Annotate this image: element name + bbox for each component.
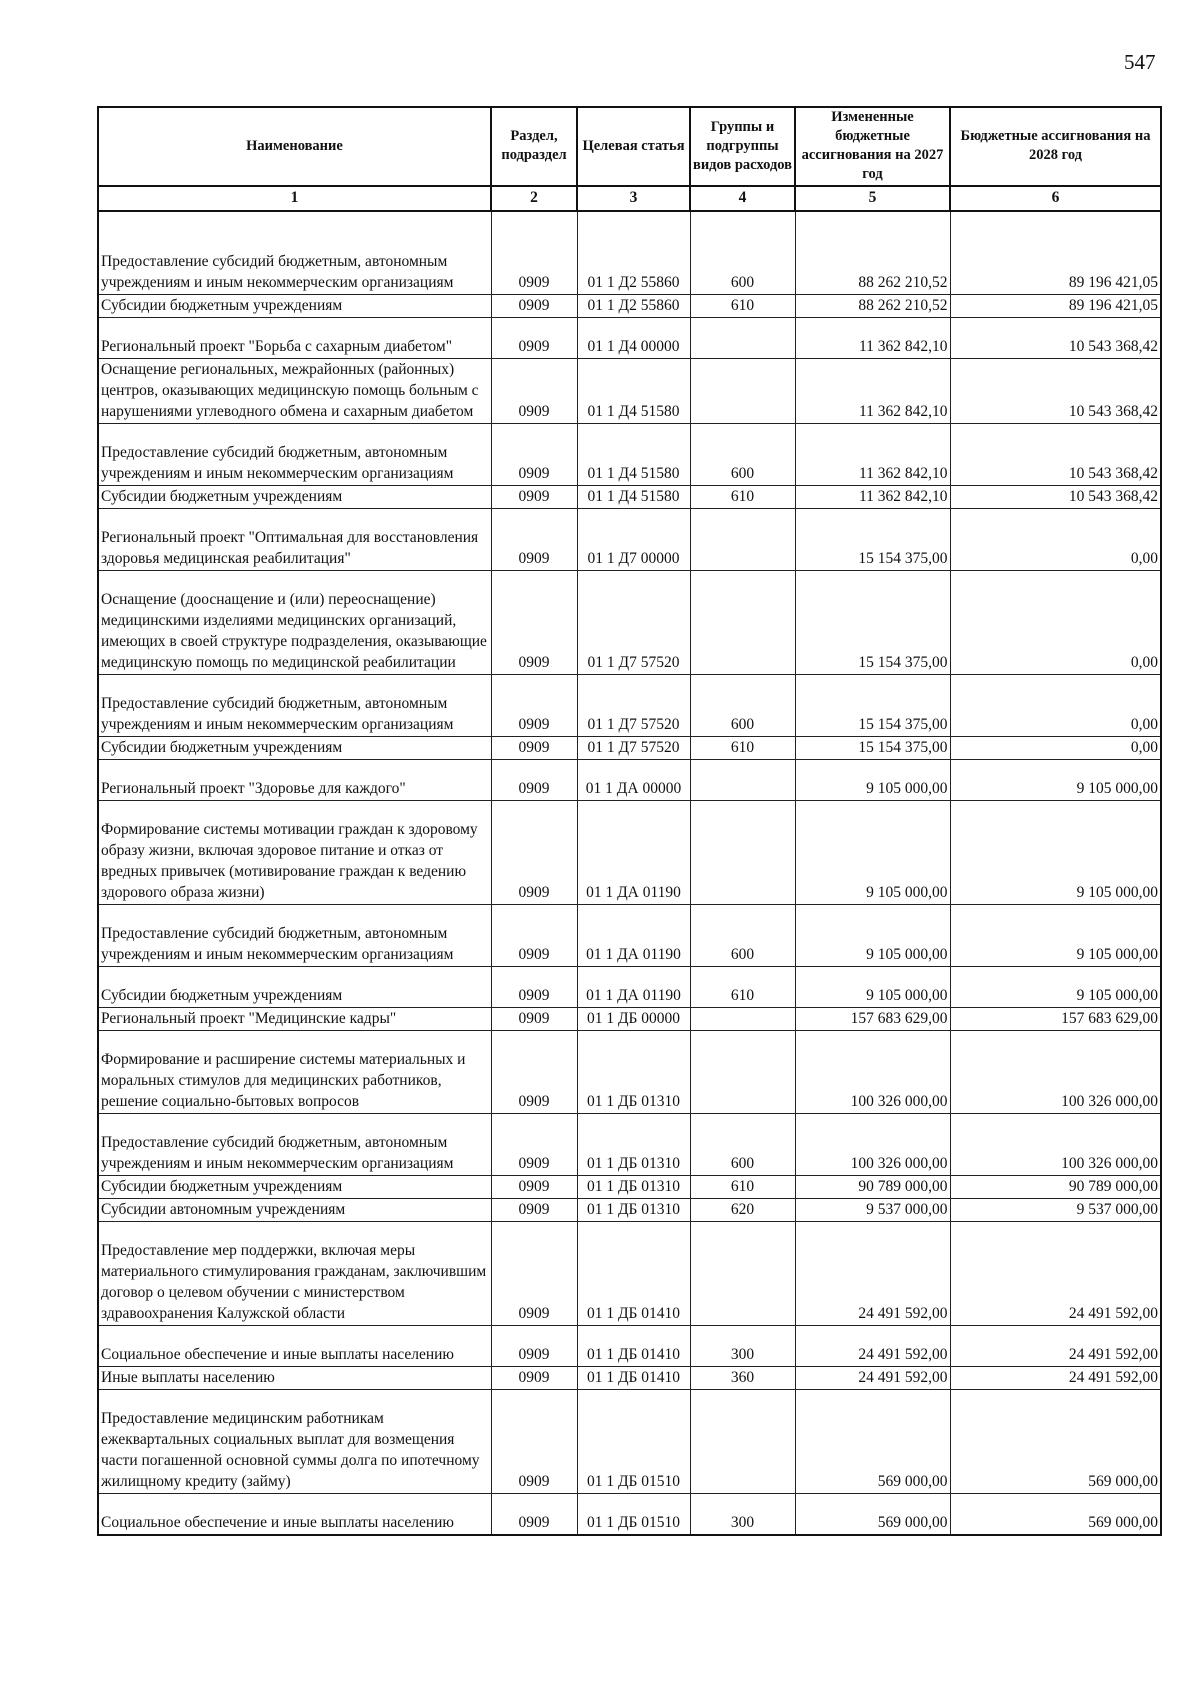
row-sum-2027: 569 000,00 [795,1494,950,1536]
row-target: 01 1 ДБ 00000 [577,1008,690,1031]
row-sum-2028: 10 543 368,42 [950,486,1161,509]
row-section: 0909 [491,318,577,359]
row-sum-2028: 90 789 000,00 [950,1176,1161,1199]
row-name: Региональный проект "Здоровье для каждого" [98,760,491,801]
row-group [690,571,795,675]
table-row [98,737,1161,760]
row-sum-2028: 0,00 [950,509,1161,571]
row-target: 01 1 Д4 51580 [577,486,690,509]
row-section: 0909 [491,571,577,675]
row-target: 01 1 ДА 00000 [577,760,690,801]
row-section: 0909 [491,1176,577,1199]
row-group [690,1031,795,1114]
row-target: 01 1 Д4 00000 [577,318,690,359]
page-number: 547 [1124,50,1156,74]
spacer-row [98,211,1161,239]
table-row [98,239,1161,295]
row-target: 01 1 ДБ 01310 [577,1031,690,1114]
row-name: Предоставление субсидий бюджетным, автономным учреждениям и иным некоммерческим организациям [98,239,491,295]
table-row [98,509,1161,571]
row-name: Предоставление субсидий бюджетным, автономным учреждениям и иным некоммерческим организациям [98,675,491,737]
table-row [98,1176,1161,1199]
row-target: 01 1 ДБ 01410 [577,1222,690,1326]
row-sum-2027: 24 491 592,00 [795,1367,950,1390]
row-group: 300 [690,1494,795,1536]
table-row [98,1494,1161,1536]
row-section: 0909 [491,1326,577,1367]
row-sum-2027: 9 105 000,00 [795,760,950,801]
row-sum-2027: 9 105 000,00 [795,967,950,1008]
table-row [98,760,1161,801]
row-name: Формирование и расширение системы материальных и моральных стимулов для медицинских работников, решение социально-бытовых вопросов [98,1031,491,1114]
row-sum-2028: 0,00 [950,571,1161,675]
row-target: 01 1 ДБ 01310 [577,1176,690,1199]
row-target: 01 1 ДБ 01410 [577,1367,690,1390]
row-sum-2027: 9 105 000,00 [795,905,950,967]
row-group [690,359,795,424]
row-group [690,760,795,801]
row-target: 01 1 Д7 57520 [577,737,690,760]
row-target: 01 1 Д7 00000 [577,509,690,571]
row-sum-2027: 11 362 842,10 [795,359,950,424]
row-name: Формирование системы мотивации граждан к здоровому образу жизни, включая здоровое питание и отказ от вредных привычек (мотивирование граждан к ведению здорового образа жизни) [98,801,491,905]
row-target: 01 1 ДБ 01510 [577,1390,690,1494]
table-row [98,1326,1161,1367]
row-name: Субсидии бюджетным учреждениям [98,486,491,509]
row-sum-2027: 569 000,00 [795,1390,950,1494]
row-sum-2028: 9 105 000,00 [950,801,1161,905]
row-name: Социальное обеспечение и иные выплаты населению [98,1326,491,1367]
table-row [98,967,1161,1008]
row-sum-2027: 11 362 842,10 [795,318,950,359]
row-sum-2027: 88 262 210,52 [795,239,950,295]
row-target: 01 1 Д7 57520 [577,571,690,675]
row-name: Оснащение (дооснащение и (или) переоснащение) медицинскими изделиями медицинских организаций, имеющих в своей структуре подразделения, оказывающие медицинскую помощь по медицинской реабилитации [98,571,491,675]
row-sum-2027: 157 683 629,00 [795,1008,950,1031]
row-section: 0909 [491,737,577,760]
column-number: 3 [577,186,690,211]
row-sum-2027: 9 105 000,00 [795,801,950,905]
row-sum-2028: 9 105 000,00 [950,905,1161,967]
row-sum-2027: 15 154 375,00 [795,737,950,760]
header-section: Раздел, подраздел [491,107,577,186]
row-section: 0909 [491,1367,577,1390]
table-row [98,675,1161,737]
row-group: 600 [690,905,795,967]
row-section: 0909 [491,675,577,737]
row-name: Иные выплаты населению [98,1367,491,1390]
row-sum-2027: 11 362 842,10 [795,424,950,486]
row-target: 01 1 Д4 51580 [577,359,690,424]
row-name: Региональный проект "Борьба с сахарным диабетом" [98,318,491,359]
row-section: 0909 [491,967,577,1008]
row-target: 01 1 ДА 01190 [577,905,690,967]
row-group: 300 [690,1326,795,1367]
row-section: 0909 [491,801,577,905]
row-section: 0909 [491,760,577,801]
row-name: Субсидии бюджетным учреждениям [98,295,491,318]
header-target: Целевая статья [577,107,690,186]
row-group: 620 [690,1199,795,1222]
header-2027: Измененные бюджетные ассигнования на 2027 год [795,107,950,186]
row-section: 0909 [491,1199,577,1222]
row-section: 0909 [491,486,577,509]
row-section: 0909 [491,359,577,424]
row-sum-2027: 15 154 375,00 [795,571,950,675]
table-row [98,1008,1161,1031]
row-sum-2028: 100 326 000,00 [950,1114,1161,1176]
row-group: 610 [690,486,795,509]
row-sum-2028: 100 326 000,00 [950,1031,1161,1114]
row-group: 610 [690,295,795,318]
row-sum-2028: 24 491 592,00 [950,1367,1161,1390]
row-target: 01 1 Д4 51580 [577,424,690,486]
row-section: 0909 [491,295,577,318]
table-row [98,801,1161,905]
row-name: Субсидии бюджетным учреждениям [98,737,491,760]
row-section: 0909 [491,1114,577,1176]
row-sum-2027: 11 362 842,10 [795,486,950,509]
row-sum-2028: 569 000,00 [950,1390,1161,1494]
header-name: Наименование [98,107,491,186]
row-name: Субсидии бюджетным учреждениям [98,1176,491,1199]
row-name: Оснащение региональных, межрайонных (районных) центров, оказывающих медицинскую помощь больным с нарушениями углеводного обмена и сахарным диабетом [98,359,491,424]
row-sum-2028: 10 543 368,42 [950,318,1161,359]
row-section: 0909 [491,239,577,295]
table-row [98,318,1161,359]
row-name: Социальное обеспечение и иные выплаты населению [98,1494,491,1536]
row-sum-2027: 100 326 000,00 [795,1114,950,1176]
row-target: 01 1 Д2 55860 [577,295,690,318]
row-sum-2027: 100 326 000,00 [795,1031,950,1114]
row-name: Региональный проект "Оптимальная для восстановления здоровья медицинская реабилитация" [98,509,491,571]
row-name: Предоставление субсидий бюджетным, автономным учреждениям и иным некоммерческим организациям [98,905,491,967]
row-sum-2027: 24 491 592,00 [795,1326,950,1367]
row-group [690,1008,795,1031]
row-group: 600 [690,1114,795,1176]
header-2028: Бюджетные ассигнования на 2028 год [950,107,1161,186]
row-name: Субсидии бюджетным учреждениям [98,967,491,1008]
table-row [98,905,1161,967]
budget-table [97,106,1162,1536]
row-group: 600 [690,239,795,295]
table-row [98,1031,1161,1114]
row-target: 01 1 ДБ 01310 [577,1114,690,1176]
row-sum-2027: 9 537 000,00 [795,1199,950,1222]
row-section: 0909 [491,1222,577,1326]
table-row [98,486,1161,509]
row-section: 0909 [491,424,577,486]
row-group: 610 [690,1176,795,1199]
row-name: Предоставление субсидий бюджетным, автономным учреждениям и иным некоммерческим организациям [98,424,491,486]
table-row [98,424,1161,486]
row-sum-2027: 88 262 210,52 [795,295,950,318]
row-group: 360 [690,1367,795,1390]
row-sum-2028: 24 491 592,00 [950,1222,1161,1326]
row-group: 600 [690,424,795,486]
row-sum-2028: 10 543 368,42 [950,424,1161,486]
row-group: 610 [690,967,795,1008]
row-group [690,509,795,571]
row-section: 0909 [491,1494,577,1536]
row-target: 01 1 ДА 01190 [577,801,690,905]
table-row [98,1390,1161,1494]
column-number: 2 [491,186,577,211]
header-row [98,107,1161,186]
row-name: Субсидии автономным учреждениям [98,1199,491,1222]
row-sum-2028: 0,00 [950,675,1161,737]
table-row [98,1367,1161,1390]
row-group: 600 [690,675,795,737]
row-sum-2028: 9 105 000,00 [950,760,1161,801]
table-row [98,1199,1161,1222]
row-name: Предоставление мер поддержки, включая меры материального стимулирования гражданам, заключившим договор о целевом обучении с министерством здравоохранения Калужской области [98,1222,491,1326]
row-section: 0909 [491,509,577,571]
table-row [98,571,1161,675]
row-sum-2028: 157 683 629,00 [950,1008,1161,1031]
header-group: Группы и подгруппы видов расходов [690,107,795,186]
row-sum-2027: 15 154 375,00 [795,675,950,737]
row-section: 0909 [491,1031,577,1114]
column-number: 4 [690,186,795,211]
row-sum-2028: 89 196 421,05 [950,295,1161,318]
row-sum-2028: 9 537 000,00 [950,1199,1161,1222]
row-group: 610 [690,737,795,760]
row-target: 01 1 ДБ 01510 [577,1494,690,1536]
row-name: Предоставление субсидий бюджетным, автономным учреждениям и иным некоммерческим организациям [98,1114,491,1176]
row-sum-2028: 10 543 368,42 [950,359,1161,424]
row-section: 0909 [491,1008,577,1031]
column-number: 1 [98,186,491,211]
row-target: 01 1 ДБ 01310 [577,1199,690,1222]
row-group [690,801,795,905]
table-body [98,211,1161,1535]
row-sum-2028: 89 196 421,05 [950,239,1161,295]
row-sum-2028: 9 105 000,00 [950,967,1161,1008]
table-row [98,1114,1161,1176]
row-group [690,1390,795,1494]
row-group [690,1222,795,1326]
row-group [690,318,795,359]
row-section: 0909 [491,1390,577,1494]
row-target: 01 1 Д2 55860 [577,239,690,295]
table-row [98,295,1161,318]
column-number: 5 [795,186,950,211]
row-sum-2027: 15 154 375,00 [795,509,950,571]
row-target: 01 1 ДА 01190 [577,967,690,1008]
row-name: Предоставление медицинским работникам ежеквартальных социальных выплат для возмещения части погашенной основной суммы долга по ипотечному жилищному кредиту (займу) [98,1390,491,1494]
row-section: 0909 [491,905,577,967]
row-target: 01 1 Д7 57520 [577,675,690,737]
row-sum-2027: 90 789 000,00 [795,1176,950,1199]
table-row [98,359,1161,424]
row-sum-2028: 569 000,00 [950,1494,1161,1536]
row-sum-2027: 24 491 592,00 [795,1222,950,1326]
row-sum-2028: 0,00 [950,737,1161,760]
row-target: 01 1 ДБ 01410 [577,1326,690,1367]
column-number: 6 [950,186,1161,211]
column-number-row [98,186,1161,211]
row-name: Региональный проект "Медицинские кадры" [98,1008,491,1031]
row-sum-2028: 24 491 592,00 [950,1326,1161,1367]
table-row [98,1222,1161,1326]
